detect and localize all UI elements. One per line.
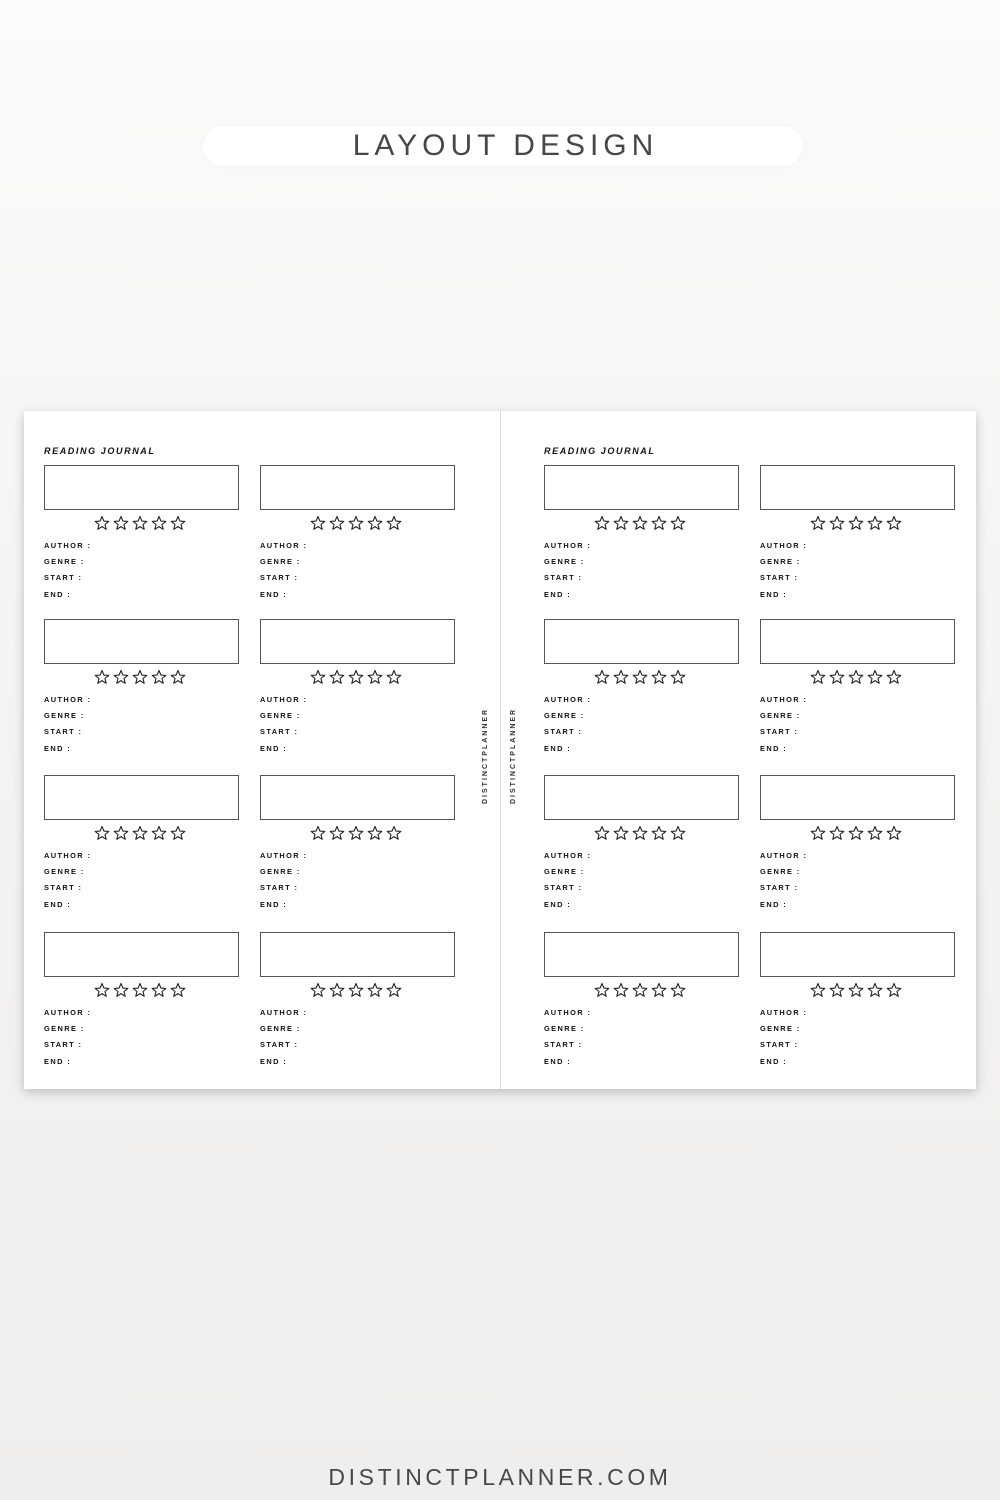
genre-label: GENRE : (760, 1024, 801, 1033)
start-label: START : (44, 727, 83, 736)
star-icon[interactable] (651, 982, 667, 998)
star-icon[interactable] (829, 669, 845, 685)
star-icon[interactable] (132, 982, 148, 998)
star-rating[interactable] (810, 669, 906, 685)
start-label: START : (260, 883, 299, 892)
star-icon[interactable] (867, 825, 883, 841)
star-icon[interactable] (94, 515, 110, 531)
end-label: END : (260, 590, 288, 599)
book-entry (544, 465, 740, 605)
end-label: END : (760, 590, 788, 599)
star-rating[interactable] (810, 982, 906, 998)
star-icon[interactable] (594, 982, 610, 998)
star-icon[interactable] (670, 515, 686, 531)
author-label: AUTHOR : (544, 1008, 592, 1017)
star-icon[interactable] (867, 515, 883, 531)
star-icon[interactable] (848, 982, 864, 998)
star-icon[interactable] (670, 825, 686, 841)
star-icon[interactable] (310, 825, 326, 841)
book-title-box[interactable] (760, 465, 955, 510)
star-icon[interactable] (310, 982, 326, 998)
start-label: START : (44, 883, 83, 892)
book-entry (544, 775, 740, 915)
author-label: AUTHOR : (260, 695, 308, 704)
book-title-box[interactable] (260, 775, 455, 820)
book-entry (260, 465, 456, 605)
star-icon[interactable] (810, 825, 826, 841)
end-label: END : (260, 900, 288, 909)
start-label: START : (44, 1040, 83, 1049)
footer-url: DISTINCTPLANNER.COM (328, 1464, 672, 1490)
star-rating[interactable] (94, 669, 190, 685)
book-title-box[interactable] (260, 932, 455, 977)
book-title-box[interactable] (544, 465, 739, 510)
star-icon[interactable] (329, 515, 345, 531)
star-icon[interactable] (310, 669, 326, 685)
book-entry (760, 775, 956, 915)
star-icon[interactable] (113, 982, 129, 998)
star-rating[interactable] (310, 669, 406, 685)
book-title-box[interactable] (44, 619, 239, 664)
star-icon[interactable] (594, 669, 610, 685)
star-icon[interactable] (651, 515, 667, 531)
star-icon[interactable] (848, 515, 864, 531)
author-label: AUTHOR : (760, 695, 808, 704)
book-title-box[interactable] (260, 619, 455, 664)
star-icon[interactable] (170, 982, 186, 998)
spine-divider (500, 411, 501, 1089)
star-icon[interactable] (94, 825, 110, 841)
brand-vertical-text: DISTINCTPLANNER (510, 707, 517, 804)
author-label: AUTHOR : (44, 541, 92, 550)
star-icon[interactable] (386, 515, 402, 531)
star-icon[interactable] (170, 669, 186, 685)
star-icon[interactable] (848, 825, 864, 841)
star-icon[interactable] (367, 982, 383, 998)
star-icon[interactable] (613, 825, 629, 841)
book-entry (44, 932, 240, 1072)
star-icon[interactable] (632, 515, 648, 531)
star-icon[interactable] (670, 669, 686, 685)
start-label: START : (544, 727, 583, 736)
star-icon[interactable] (386, 982, 402, 998)
book-title-box[interactable] (760, 619, 955, 664)
brand-vertical-left (482, 704, 490, 804)
author-label: AUTHOR : (544, 695, 592, 704)
genre-label: GENRE : (260, 711, 301, 720)
star-icon[interactable] (613, 669, 629, 685)
star-icon[interactable] (151, 515, 167, 531)
star-icon[interactable] (367, 515, 383, 531)
star-icon[interactable] (386, 669, 402, 685)
start-label: START : (760, 727, 799, 736)
star-icon[interactable] (594, 825, 610, 841)
star-icon[interactable] (132, 669, 148, 685)
star-rating[interactable] (594, 982, 690, 998)
genre-label: GENRE : (544, 867, 585, 876)
book-entry (544, 619, 740, 759)
book-entry (260, 619, 456, 759)
end-label: END : (544, 590, 572, 599)
book-title-box[interactable] (44, 465, 239, 510)
end-label: END : (760, 744, 788, 753)
star-rating[interactable] (94, 982, 190, 998)
star-icon[interactable] (886, 515, 902, 531)
start-label: START : (760, 573, 799, 582)
author-label: AUTHOR : (260, 1008, 308, 1017)
star-icon[interactable] (329, 982, 345, 998)
genre-label: GENRE : (760, 711, 801, 720)
star-rating[interactable] (810, 515, 906, 531)
book-title-box[interactable] (544, 932, 739, 977)
book-entry (260, 775, 456, 915)
star-icon[interactable] (810, 515, 826, 531)
end-label: END : (760, 900, 788, 909)
star-icon[interactable] (310, 515, 326, 531)
star-rating[interactable] (310, 982, 406, 998)
star-icon[interactable] (670, 982, 686, 998)
book-entry (44, 465, 240, 605)
star-icon[interactable] (632, 669, 648, 685)
star-icon[interactable] (113, 825, 129, 841)
star-rating[interactable] (594, 825, 690, 841)
brand-vertical-right (510, 704, 518, 804)
genre-label: GENRE : (544, 557, 585, 566)
genre-label: GENRE : (44, 557, 85, 566)
genre-label: GENRE : (260, 867, 301, 876)
author-label: AUTHOR : (544, 851, 592, 860)
star-icon[interactable] (886, 669, 902, 685)
author-label: AUTHOR : (44, 695, 92, 704)
book-entry (760, 932, 956, 1072)
book-entry (760, 619, 956, 759)
start-label: START : (760, 883, 799, 892)
book-title-box[interactable] (544, 619, 739, 664)
star-icon[interactable] (829, 515, 845, 531)
genre-label: GENRE : (544, 711, 585, 720)
star-icon[interactable] (329, 825, 345, 841)
genre-label: GENRE : (260, 557, 301, 566)
heading-title: LAYOUT DESIGN (352, 129, 659, 162)
page-title: READING JOURNAL (544, 446, 656, 456)
star-icon[interactable] (829, 825, 845, 841)
end-label: END : (44, 744, 72, 753)
end-label: END : (260, 744, 288, 753)
start-label: START : (544, 1040, 583, 1049)
star-rating[interactable] (94, 515, 190, 531)
genre-label: GENRE : (760, 867, 801, 876)
book-title-box[interactable] (760, 932, 955, 977)
start-label: START : (260, 573, 299, 582)
end-label: END : (544, 744, 572, 753)
book-title-box[interactable] (760, 775, 955, 820)
star-icon[interactable] (613, 515, 629, 531)
start-label: START : (260, 727, 299, 736)
brand-vertical-text: DISTINCTPLANNER (482, 707, 489, 804)
book-entry (44, 619, 240, 759)
star-icon[interactable] (367, 669, 383, 685)
genre-label: GENRE : (44, 1024, 85, 1033)
star-icon[interactable] (651, 669, 667, 685)
star-icon[interactable] (329, 669, 345, 685)
star-rating[interactable] (594, 515, 690, 531)
star-icon[interactable] (348, 669, 364, 685)
author-label: AUTHOR : (44, 851, 92, 860)
star-icon[interactable] (829, 982, 845, 998)
star-icon[interactable] (867, 982, 883, 998)
star-icon[interactable] (848, 669, 864, 685)
genre-label: GENRE : (44, 711, 85, 720)
star-icon[interactable] (632, 825, 648, 841)
star-icon[interactable] (151, 982, 167, 998)
heading-banner (203, 126, 803, 166)
book-entry (760, 465, 956, 605)
star-icon[interactable] (151, 669, 167, 685)
star-icon[interactable] (613, 982, 629, 998)
star-icon[interactable] (367, 825, 383, 841)
star-icon[interactable] (170, 515, 186, 531)
right-page (524, 411, 1000, 1089)
star-icon[interactable] (810, 982, 826, 998)
author-label: AUTHOR : (760, 1008, 808, 1017)
end-label: END : (44, 900, 72, 909)
star-icon[interactable] (348, 982, 364, 998)
author-label: AUTHOR : (44, 1008, 92, 1017)
author-label: AUTHOR : (260, 541, 308, 550)
star-icon[interactable] (867, 669, 883, 685)
planner-spread (24, 411, 976, 1089)
author-label: AUTHOR : (260, 851, 308, 860)
star-icon[interactable] (651, 825, 667, 841)
book-title-box[interactable] (44, 932, 239, 977)
star-icon[interactable] (810, 669, 826, 685)
book-entry (44, 775, 240, 915)
star-icon[interactable] (113, 515, 129, 531)
star-icon[interactable] (170, 825, 186, 841)
book-title-box[interactable] (260, 465, 455, 510)
start-label: START : (760, 1040, 799, 1049)
star-icon[interactable] (386, 825, 402, 841)
genre-label: GENRE : (544, 1024, 585, 1033)
end-label: END : (44, 590, 72, 599)
book-title-box[interactable] (544, 775, 739, 820)
book-entry (544, 932, 740, 1072)
start-label: START : (44, 573, 83, 582)
book-entry (260, 932, 456, 1072)
end-label: END : (544, 900, 572, 909)
star-rating[interactable] (594, 669, 690, 685)
page-title: READING JOURNAL (44, 446, 156, 456)
genre-label: GENRE : (260, 1024, 301, 1033)
star-icon[interactable] (151, 825, 167, 841)
star-icon[interactable] (632, 982, 648, 998)
book-title-box[interactable] (44, 775, 239, 820)
star-rating[interactable] (310, 515, 406, 531)
author-label: AUTHOR : (760, 851, 808, 860)
start-label: START : (544, 883, 583, 892)
left-page (24, 411, 500, 1089)
star-icon[interactable] (113, 669, 129, 685)
star-icon[interactable] (94, 982, 110, 998)
end-label: END : (760, 1057, 788, 1066)
genre-label: GENRE : (44, 867, 85, 876)
star-icon[interactable] (348, 825, 364, 841)
start-label: START : (260, 1040, 299, 1049)
star-rating[interactable] (810, 825, 906, 841)
star-icon[interactable] (132, 515, 148, 531)
genre-label: GENRE : (760, 557, 801, 566)
star-icon[interactable] (348, 515, 364, 531)
star-icon[interactable] (886, 982, 902, 998)
author-label: AUTHOR : (544, 541, 592, 550)
end-label: END : (260, 1057, 288, 1066)
star-icon[interactable] (886, 825, 902, 841)
end-label: END : (544, 1057, 572, 1066)
star-rating[interactable] (310, 825, 406, 841)
author-label: AUTHOR : (760, 541, 808, 550)
star-icon[interactable] (132, 825, 148, 841)
end-label: END : (44, 1057, 72, 1066)
star-icon[interactable] (594, 515, 610, 531)
star-icon[interactable] (94, 669, 110, 685)
star-rating[interactable] (94, 825, 190, 841)
start-label: START : (544, 573, 583, 582)
